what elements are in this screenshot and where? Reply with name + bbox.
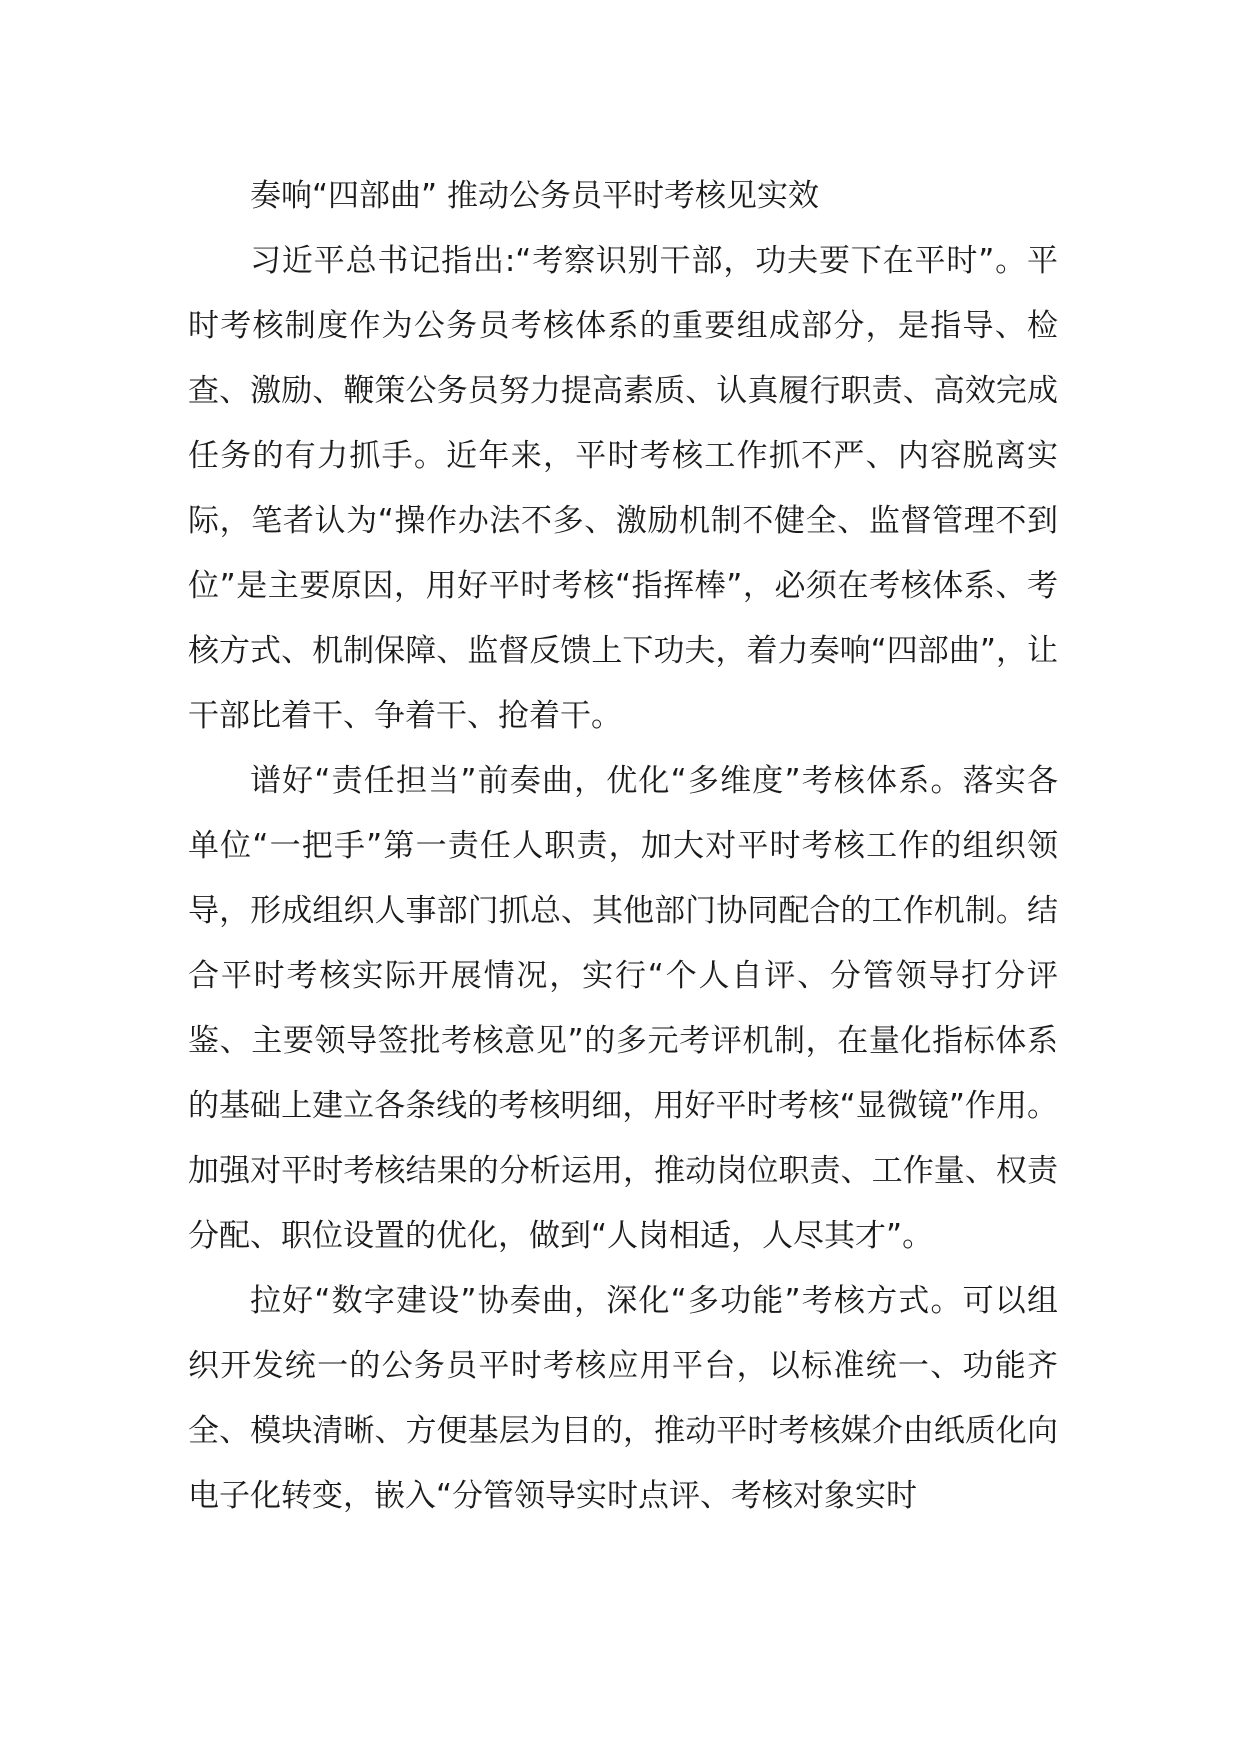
paragraph-responsibility: 谱好“责任担当”前奏曲，优化“多维度”考核体系。落实各单位“一把手”第一责任人职责，加大对平时考核工作的组织领导，形成组织人事部门抓总、其他部门协同配合的工作机制。结合平时考核实际开展情况，实行“个人自评、分管领导打分评鉴、主要领导签批考核意见”的多元考评机制，在量化指标体系的基础上建立各条线的考核明细，用好平时考核“显微镜”作用。加强对平时考核结果的分析运用，推动岗位职责、工作量、权责分配、职位设置的优化，做到“人岗相适，人尽其才”。 [188, 763, 1058, 1254]
document-title: 奏响“四部曲” 推动公务员平时考核见实效 [250, 178, 819, 214]
paragraph-digital: 拉好“数字建设”协奏曲，深化“多功能”考核方式。可以组织开发统一的公务员平时考核应用平台，以标准统一、功能齐全、模块清晰、方便基层为目的，推动平时考核媒介由纸质化向电子化转变，嵌入“分管领导实时点评、考核对象实时 [188, 1283, 1058, 1514]
paragraph-intro: 习近平总书记指出:“考察识别干部，功夫要下在平时”。平时考核制度作为公务员考核体系的重要组成部分，是指导、检查、激励、鞭策公务员努力提高素质、认真履行职责、高效完成任务的有力抓手。近年来，平时考核工作抓不严、内容脱离实际，笔者认为“操作办法不多、激励机制不健全、监督管理不到位”是主要原因，用好平时考核“指挥棒”，必须在考核体系、考核方式、机制保障、监督反馈上下功夫，着力奏响“四部曲”，让干部比着干、争着干、抢着干。 [188, 243, 1058, 734]
document-body [188, 164, 1058, 1529]
